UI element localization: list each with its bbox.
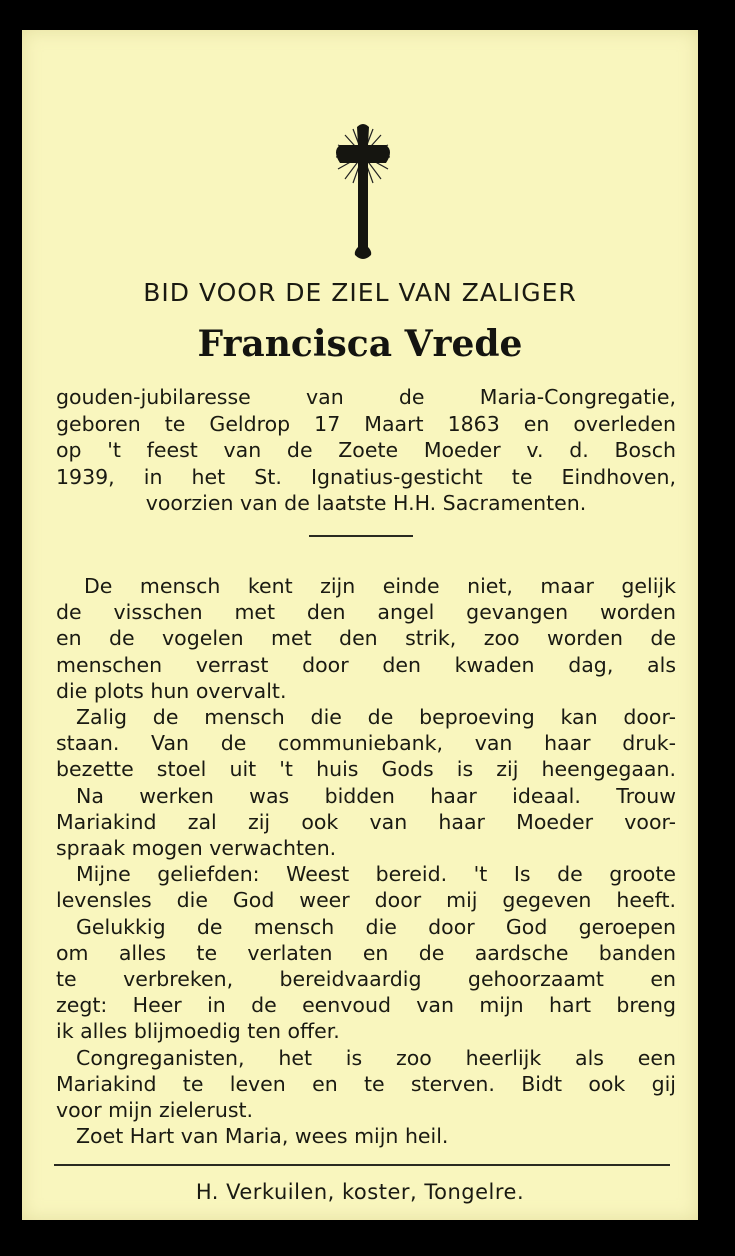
body-line: Gelukkig de mensch die door God geroepen: [76, 914, 676, 939]
body-line: Zalig de mensch die de beproeving kan door-: [76, 705, 676, 730]
divider-short: [309, 535, 413, 537]
body-line: spraak mogen verwachten.: [56, 836, 337, 861]
body-line: ik alles blijmoedig ten offer.: [56, 1019, 340, 1044]
body-line: staan. Van de communiebank, van haar druk-: [56, 731, 676, 756]
body-line: Zoet Hart van Maria, wees mijn heil.: [76, 1124, 449, 1149]
body-line: Na werken was bidden haar ideaal. Trouw: [76, 783, 676, 808]
body-line: Mariakind zal zij ook van haar Moeder voor-: [56, 809, 676, 834]
printer-credit: H. Verkuilen, koster, Tongelre.: [195, 1180, 525, 1204]
body-line: Mariakind te leven en te sterven. Bidt ook gij: [56, 1071, 676, 1096]
body-line: Mijne geliefden: Weest bereid. 't Is de groote: [76, 862, 676, 887]
body-line: en de vogelen met den strik, zoo worden de: [56, 626, 676, 651]
biographical-intro: [56, 384, 676, 517]
memorial-card: [22, 30, 698, 1220]
prayer-heading: BID VOOR DE ZIEL VAN ZALIGER: [143, 278, 577, 307]
intro-line: geboren te Geldrop 17 Maart 1863 en overleden: [56, 411, 676, 436]
intro-line: op 't feest van de Zoete Moeder v. d. Bosch: [56, 438, 676, 463]
divider-long: [54, 1164, 670, 1166]
body-line: menschen verrast door den kwaden dag, als: [56, 652, 676, 677]
intro-line: gouden-jubilaresse van de Maria-Congregatie,: [56, 385, 676, 409]
body-line: Congreganisten, het is zoo heerlijk als een: [76, 1045, 676, 1070]
body-line: de visschen met den angel gevangen worden: [56, 600, 676, 625]
body-line: die plots hun overvalt.: [56, 678, 287, 703]
intro-line: 1939, in het St. Ignatius-gesticht te Eindhoven,: [56, 464, 676, 489]
body-line: levensles die God weer door mij gegeven heeft.: [56, 888, 676, 913]
intro-line: voorzien van de laatste H.H. Sacramenten.: [145, 491, 587, 516]
cross-icon: [328, 121, 398, 263]
body-line: De mensch kent zijn einde niet, maar gelijk: [84, 574, 676, 598]
body-line: voor mijn zielerust.: [56, 1098, 254, 1123]
deceased-name: Francisca Vrede: [197, 323, 523, 365]
meditation-text: [56, 573, 676, 1149]
body-line: te verbreken, bereidvaardig gehoorzaamt en: [56, 967, 676, 992]
body-line: zegt: Heer in de eenvoud van mijn hart breng: [56, 993, 676, 1018]
body-line: om alles te verlaten en de aardsche banden: [56, 940, 676, 965]
body-line: bezette stoel uit 't huis Gods is zij heengegaan.: [56, 757, 676, 782]
